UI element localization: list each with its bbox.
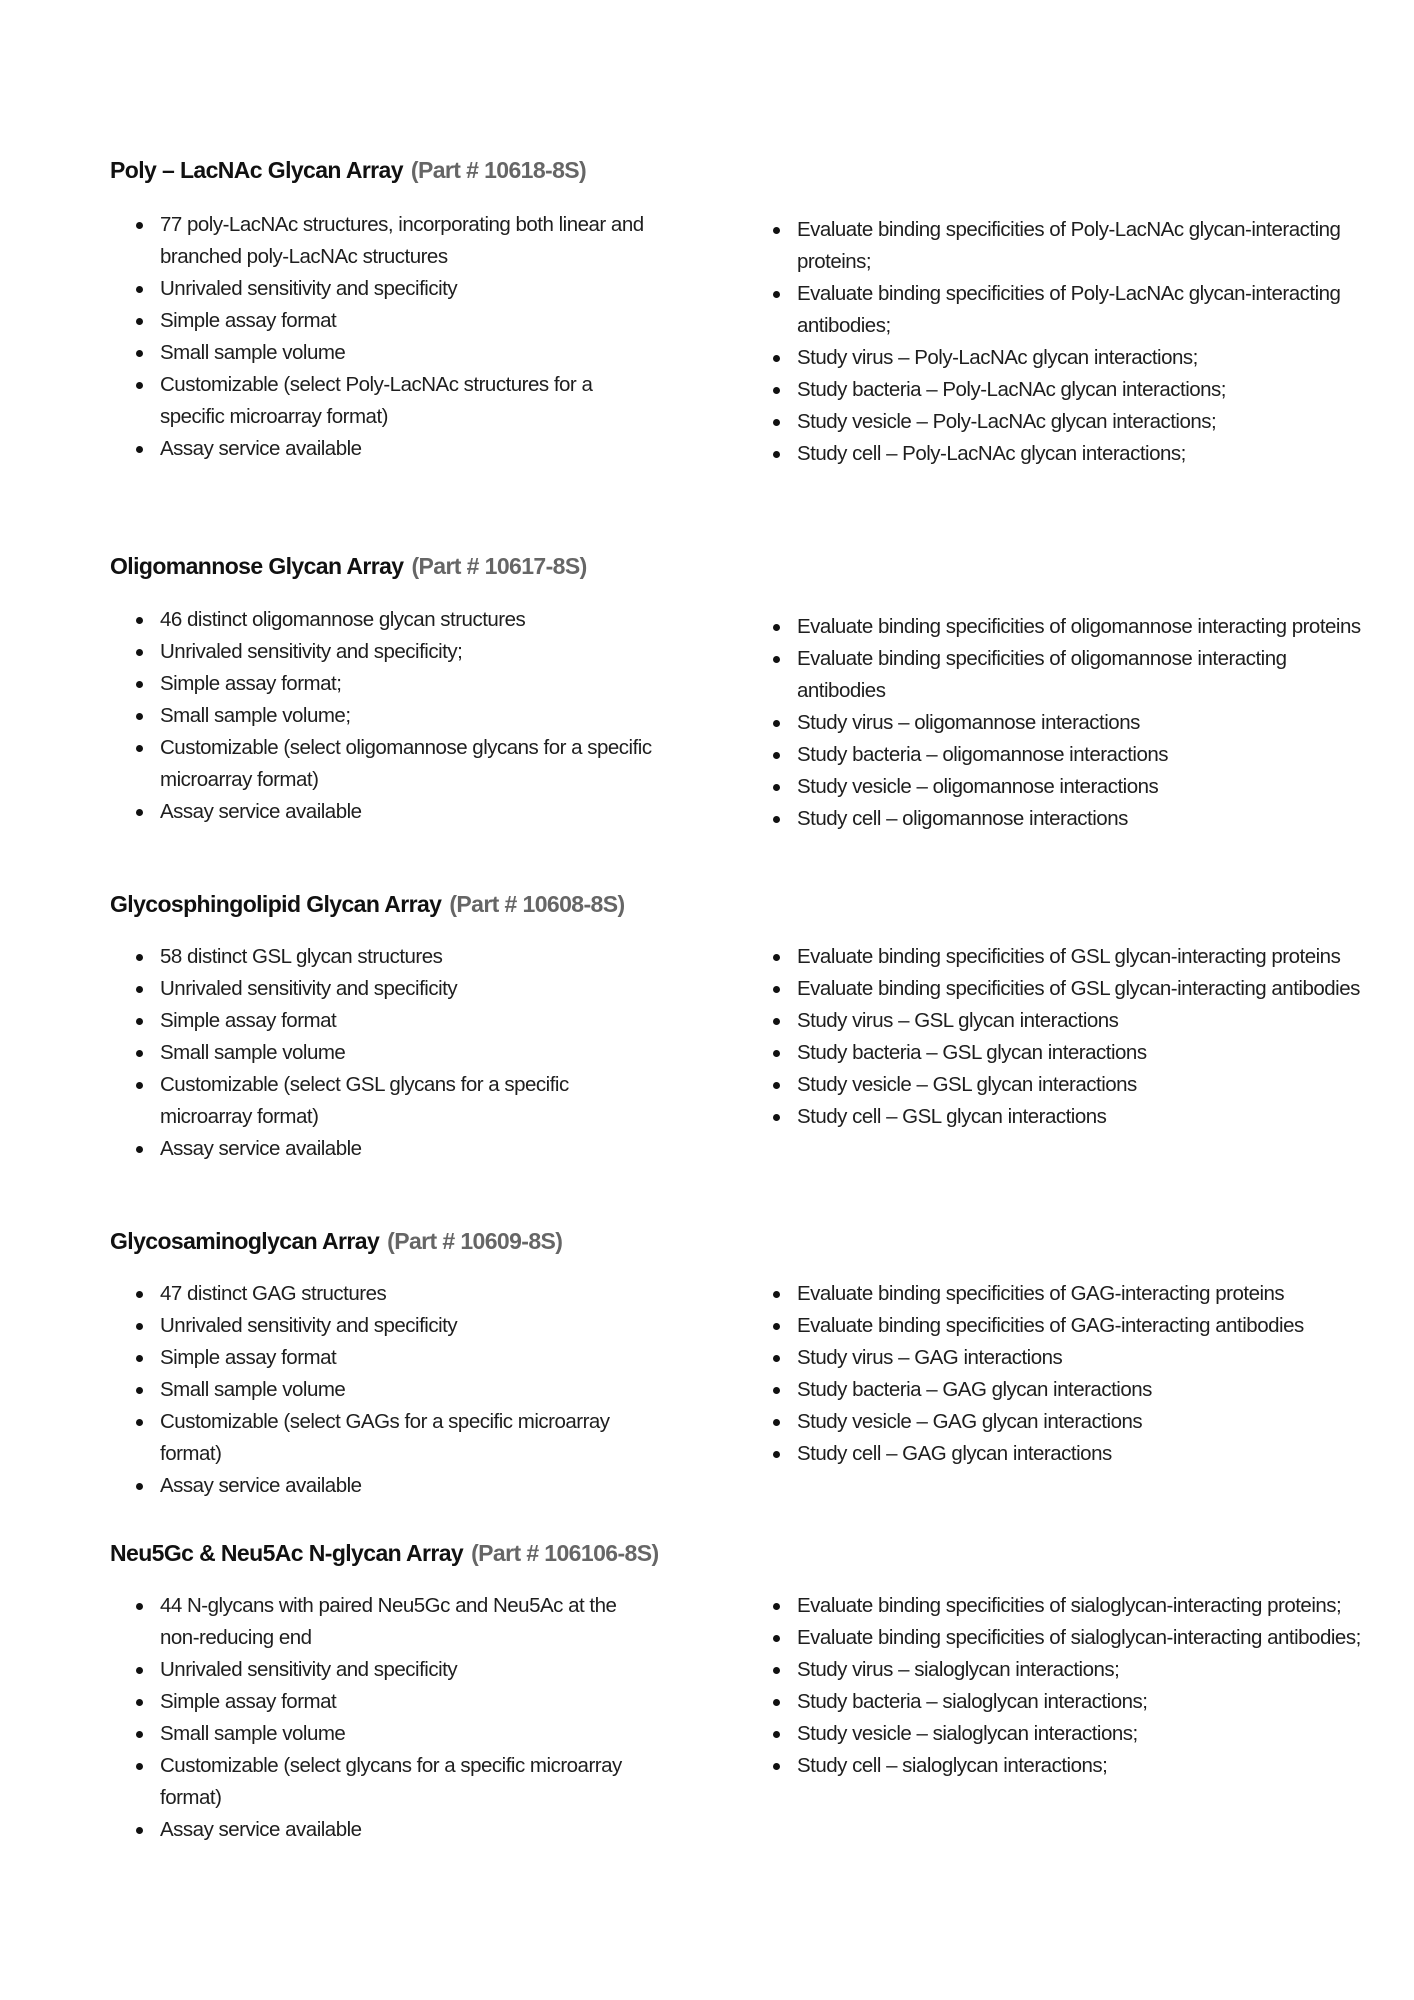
feature-item: Customizable (select oligomannose glycans for a specific microarray format) <box>120 732 660 796</box>
feature-item: Simple assay format; <box>120 668 660 700</box>
part-number: (Part # 10618-8S) <box>410 157 587 183</box>
feature-item: 47 distinct GAG structures <box>120 1278 660 1310</box>
feature-item: 46 distinct oligomannose glycan structures <box>120 604 660 636</box>
application-list <box>757 1590 1377 1782</box>
product-name: Neu5Gc & Neu5Ac N-glycan Array <box>110 1540 464 1566</box>
application-list <box>757 1278 1377 1470</box>
feature-item: Simple assay format <box>120 1686 660 1718</box>
feature-item: Simple assay format <box>120 1342 660 1374</box>
application-item: Evaluate binding specificities of Poly-LacNAc glycan-interacting antibodies; <box>757 278 1377 342</box>
feature-item: 77 poly-LacNAc structures, incorporating both linear and branched poly-LacNAc structures <box>120 209 660 273</box>
feature-item: Assay service available <box>120 1470 660 1502</box>
application-item: Study vesicle – oligomannose interactions <box>757 771 1377 803</box>
application-item: Study cell – GSL glycan interactions <box>757 1101 1377 1133</box>
feature-item: Customizable (select GSL glycans for a specific microarray format) <box>120 1069 660 1133</box>
application-item: Evaluate binding specificities of Poly-LacNAc glycan-interacting proteins; <box>757 214 1377 278</box>
product-title <box>110 891 625 918</box>
part-number: (Part # 10608-8S) <box>449 891 625 917</box>
application-item: Study vesicle – GAG glycan interactions <box>757 1406 1377 1438</box>
application-item: Study cell – GAG glycan interactions <box>757 1438 1377 1470</box>
product-name: Poly – LacNAc Glycan Array <box>110 157 403 183</box>
application-item: Evaluate binding specificities of GSL glycan-interacting antibodies <box>757 973 1377 1005</box>
feature-list <box>120 1278 660 1502</box>
feature-item: 44 N-glycans with paired Neu5Gc and Neu5Ac at the non-reducing end <box>120 1590 660 1654</box>
product-name: Glycosphingolipid Glycan Array <box>110 891 442 917</box>
application-item: Study virus – GAG interactions <box>757 1342 1377 1374</box>
feature-item: Assay service available <box>120 796 660 828</box>
part-number: (Part # 106106-8S) <box>471 1540 659 1566</box>
application-item: Evaluate binding specificities of GAG-interacting antibodies <box>757 1310 1377 1342</box>
application-list <box>757 214 1377 470</box>
feature-item: Unrivaled sensitivity and specificity; <box>120 636 660 668</box>
application-item: Study vesicle – GSL glycan interactions <box>757 1069 1377 1101</box>
part-number: (Part # 10609-8S) <box>387 1228 563 1254</box>
application-item: Evaluate binding specificities of oligomannose interacting antibodies <box>757 643 1377 707</box>
feature-item: Customizable (select GAGs for a specific microarray format) <box>120 1406 660 1470</box>
feature-item: Customizable (select Poly-LacNAc structures for a specific microarray format) <box>120 369 660 433</box>
application-item: Evaluate binding specificities of oligomannose interacting proteins <box>757 611 1377 643</box>
product-title <box>110 1540 659 1567</box>
application-list <box>757 611 1377 835</box>
application-item: Study vesicle – sialoglycan interactions; <box>757 1718 1377 1750</box>
application-item: Evaluate binding specificities of GAG-interacting proteins <box>757 1278 1377 1310</box>
feature-item: Customizable (select glycans for a specific microarray format) <box>120 1750 660 1814</box>
feature-item: Small sample volume <box>120 1037 660 1069</box>
product-title <box>110 157 586 184</box>
feature-list <box>120 1590 660 1846</box>
feature-list <box>120 941 660 1165</box>
application-item: Evaluate binding specificities of GSL glycan-interacting proteins <box>757 941 1377 973</box>
application-item: Study bacteria – oligomannose interactions <box>757 739 1377 771</box>
application-item: Study bacteria – GSL glycan interactions <box>757 1037 1377 1069</box>
application-item: Evaluate binding specificities of sialoglycan-interacting antibodies; <box>757 1622 1377 1654</box>
feature-item: Small sample volume <box>120 1718 660 1750</box>
application-item: Study virus – GSL glycan interactions <box>757 1005 1377 1037</box>
application-item: Study cell – Poly-LacNAc glycan interactions; <box>757 438 1377 470</box>
feature-item: Assay service available <box>120 433 660 465</box>
application-item: Study cell – sialoglycan interactions; <box>757 1750 1377 1782</box>
feature-item: Unrivaled sensitivity and specificity <box>120 273 660 305</box>
feature-list <box>120 604 660 828</box>
feature-item: Simple assay format <box>120 305 660 337</box>
product-title <box>110 1228 562 1255</box>
application-list <box>757 941 1377 1133</box>
part-number: (Part # 10617-8S) <box>411 553 587 579</box>
feature-item: Assay service available <box>120 1814 660 1846</box>
application-item: Study bacteria – GAG glycan interactions <box>757 1374 1377 1406</box>
feature-item: Small sample volume <box>120 1374 660 1406</box>
product-name: Oligomannose Glycan Array <box>110 553 404 579</box>
feature-item: 58 distinct GSL glycan structures <box>120 941 660 973</box>
product-title <box>110 553 587 580</box>
application-item: Study virus – Poly-LacNAc glycan interactions; <box>757 342 1377 374</box>
application-item: Study bacteria – sialoglycan interactions; <box>757 1686 1377 1718</box>
product-name: Glycosaminoglycan Array <box>110 1228 380 1254</box>
feature-item: Unrivaled sensitivity and specificity <box>120 1310 660 1342</box>
application-item: Study virus – oligomannose interactions <box>757 707 1377 739</box>
feature-item: Unrivaled sensitivity and specificity <box>120 973 660 1005</box>
application-item: Study virus – sialoglycan interactions; <box>757 1654 1377 1686</box>
feature-list <box>120 209 660 465</box>
application-item: Study vesicle – Poly-LacNAc glycan interactions; <box>757 406 1377 438</box>
feature-item: Small sample volume; <box>120 700 660 732</box>
feature-item: Assay service available <box>120 1133 660 1165</box>
feature-item: Simple assay format <box>120 1005 660 1037</box>
application-item: Study bacteria – Poly-LacNAc glycan interactions; <box>757 374 1377 406</box>
application-item: Evaluate binding specificities of sialoglycan-interacting proteins; <box>757 1590 1377 1622</box>
feature-item: Unrivaled sensitivity and specificity <box>120 1654 660 1686</box>
application-item: Study cell – oligomannose interactions <box>757 803 1377 835</box>
feature-item: Small sample volume <box>120 337 660 369</box>
